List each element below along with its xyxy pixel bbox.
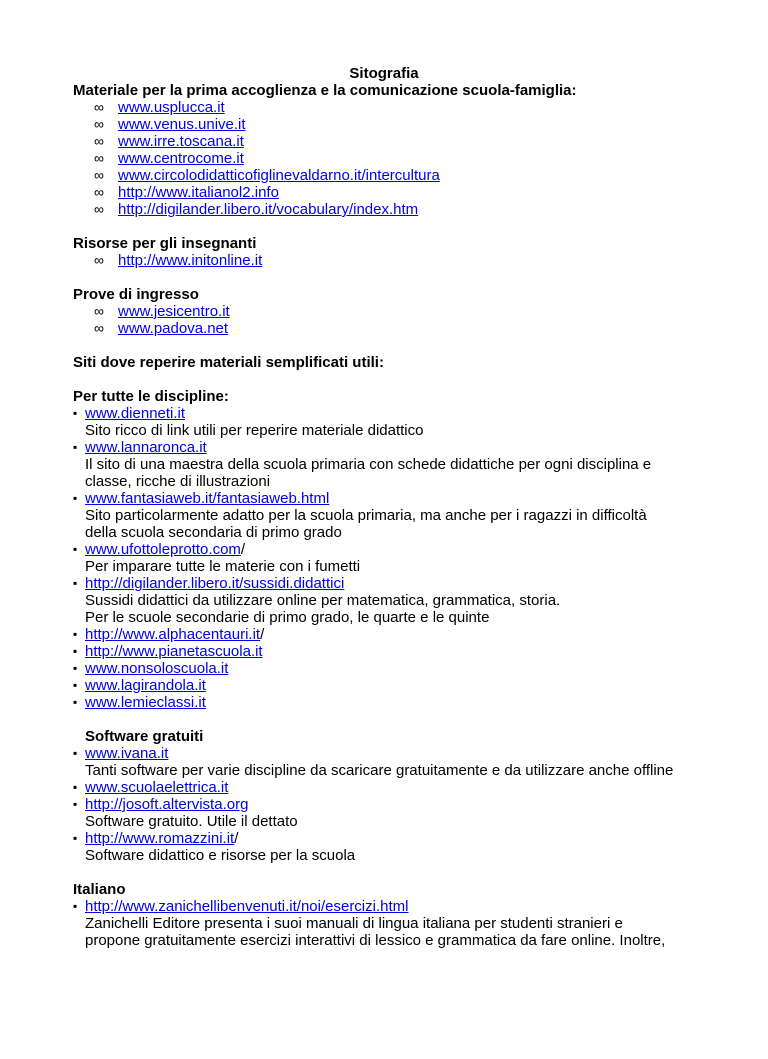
site-link[interactable]: www.ufottoleprotto.com	[85, 541, 241, 558]
list-item	[0, 830, 698, 864]
square-bullet-icon: ▪	[73, 576, 78, 590]
site-link[interactable]: http://www.initonline.it	[118, 252, 263, 269]
site-link[interactable]: www.lannaronca.it	[85, 439, 207, 456]
list-item	[0, 779, 698, 796]
site-link[interactable]: http://www.romazzini.it	[85, 830, 235, 847]
heading-insegnanti: Risorse per gli insegnanti	[73, 235, 257, 252]
link-description: propone gratuitamente esercizi interattivi di lessico e grammatica da fare online. Inoltre,	[85, 932, 666, 949]
site-link[interactable]: http://josoft.altervista.org	[85, 796, 249, 813]
list-item	[0, 201, 768, 218]
site-link[interactable]: www.ivana.it	[85, 745, 169, 762]
list-italiano	[0, 898, 768, 949]
link-suffix: /	[234, 830, 239, 847]
list-item	[0, 150, 768, 167]
list-item	[0, 677, 698, 694]
list-item	[0, 184, 768, 201]
list-item	[0, 167, 768, 184]
list-software	[0, 745, 768, 864]
site-link[interactable]: http://www.alphacentauri.it	[85, 626, 261, 643]
infinity-bullet-icon: ∞	[94, 201, 104, 217]
list-item	[0, 626, 698, 643]
site-link[interactable]: www.venus.unive.it	[118, 116, 246, 133]
infinity-bullet-icon: ∞	[94, 252, 104, 268]
square-bullet-icon: ▪	[73, 746, 78, 760]
heading-software: Software gratuiti	[85, 728, 204, 745]
link-description: della scuola secondaria di primo grado	[85, 524, 342, 541]
infinity-bullet-icon: ∞	[94, 167, 104, 183]
square-bullet-icon: ▪	[73, 406, 78, 420]
square-bullet-icon: ▪	[73, 491, 78, 505]
square-bullet-icon: ▪	[73, 831, 78, 845]
heading-discipline: Per tutte le discipline:	[73, 388, 229, 405]
infinity-bullet-icon: ∞	[94, 150, 104, 166]
list-item	[0, 116, 768, 133]
infinity-bullet-icon: ∞	[94, 303, 104, 319]
link-description: Zanichelli Editore presenta i suoi manuali di lingua italiana per studenti stranieri e	[85, 915, 623, 932]
square-bullet-icon: ▪	[73, 661, 78, 675]
list-item	[0, 99, 768, 116]
site-link[interactable]: www.usplucca.it	[118, 99, 225, 116]
link-description: Sito ricco di link utili per reperire materiale didattico	[85, 422, 424, 439]
link-description: Sussidi didattici da utilizzare online per matematica, grammatica, storia.	[85, 592, 561, 609]
link-description: Sito particolarmente adatto per la scuola primaria, ma anche per i ragazzi in difficoltà	[85, 507, 647, 524]
site-link[interactable]: www.fantasiaweb.it/fantasiaweb.html	[85, 490, 330, 507]
square-bullet-icon: ▪	[73, 797, 78, 811]
list-item	[0, 541, 698, 575]
list-item	[0, 405, 698, 439]
heading-accoglienza: Materiale per la prima accoglienza e la comunicazione scuola-famiglia:	[73, 82, 577, 99]
site-link[interactable]: www.nonsoloscuola.it	[85, 660, 229, 677]
list-item	[0, 660, 698, 677]
list-item	[0, 320, 768, 337]
link-description: Il sito di una maestra della scuola primaria con schede didattiche per ogni disciplina e	[85, 456, 652, 473]
infinity-bullet-icon: ∞	[94, 116, 104, 132]
site-link[interactable]: www.scuolaelettrica.it	[85, 779, 229, 796]
heading-semplificati: Siti dove reperire materiali semplificati utili:	[73, 354, 384, 371]
site-link[interactable]: www.jesicentro.it	[118, 303, 230, 320]
square-bullet-icon: ▪	[73, 695, 78, 709]
list-item	[0, 133, 768, 150]
square-bullet-icon: ▪	[73, 780, 78, 794]
list-item	[0, 252, 768, 269]
site-link[interactable]: http://www.pianetascuola.it	[85, 643, 263, 660]
site-link[interactable]: www.circolodidatticofiglinevaldarno.it/intercultura	[118, 167, 440, 184]
site-link[interactable]: www.irre.toscana.it	[118, 133, 244, 150]
list-item	[0, 439, 698, 490]
infinity-bullet-icon: ∞	[94, 184, 104, 200]
link-description: classe, ricche di illustrazioni	[85, 473, 271, 490]
heading-italiano: Italiano	[73, 881, 126, 898]
list-item	[0, 796, 698, 830]
square-bullet-icon: ▪	[73, 644, 78, 658]
heading-prove: Prove di ingresso	[73, 286, 199, 303]
site-link[interactable]: http://www.italianol2.info	[118, 184, 279, 201]
infinity-bullet-icon: ∞	[94, 99, 104, 115]
link-description: Per imparare tutte le materie con i fumetti	[85, 558, 361, 575]
site-link[interactable]: www.lemieclassi.it	[85, 694, 206, 711]
link-description: Software didattico e risorse per la scuola	[85, 847, 356, 864]
list-item	[0, 694, 698, 711]
list-prove	[0, 303, 768, 337]
document-page	[0, 65, 768, 1059]
list-item	[0, 745, 698, 779]
infinity-bullet-icon: ∞	[94, 133, 104, 149]
site-link[interactable]: www.padova.net	[118, 320, 229, 337]
site-link[interactable]: http://digilander.libero.it/sussidi.didattici	[85, 575, 345, 592]
site-link[interactable]: www.lagirandola.it	[85, 677, 206, 694]
link-description: Per le scuole secondarie di primo grado, le quarte e le quinte	[85, 609, 490, 626]
site-link[interactable]: www.centrocome.it	[118, 150, 244, 167]
square-bullet-icon: ▪	[73, 627, 78, 641]
page-title: Sitografia	[349, 65, 419, 82]
link-description: Tanti software per varie discipline da scaricare gratuitamente e da utilizzare anche offline	[85, 762, 674, 779]
link-suffix: /	[240, 541, 246, 558]
infinity-bullet-icon: ∞	[94, 320, 104, 336]
list-item	[0, 490, 698, 541]
link-suffix: /	[260, 626, 265, 643]
list-discipline	[0, 405, 768, 711]
list-item	[0, 898, 698, 949]
square-bullet-icon: ▪	[73, 440, 78, 454]
site-link[interactable]: www.dienneti.it	[85, 405, 186, 422]
square-bullet-icon: ▪	[73, 542, 78, 556]
site-link[interactable]: http://digilander.libero.it/vocabulary/index.htm	[118, 201, 419, 218]
list-insegnanti	[0, 252, 768, 269]
link-description: Software gratuito. Utile il dettato	[85, 813, 298, 830]
list-item	[0, 303, 768, 320]
square-bullet-icon: ▪	[73, 899, 78, 913]
square-bullet-icon: ▪	[73, 678, 78, 692]
list-item	[0, 643, 698, 660]
list-accoglienza	[0, 99, 768, 218]
list-item	[0, 575, 698, 626]
site-link[interactable]: http://www.zanichellibenvenuti.it/noi/esercizi.html	[85, 898, 409, 915]
